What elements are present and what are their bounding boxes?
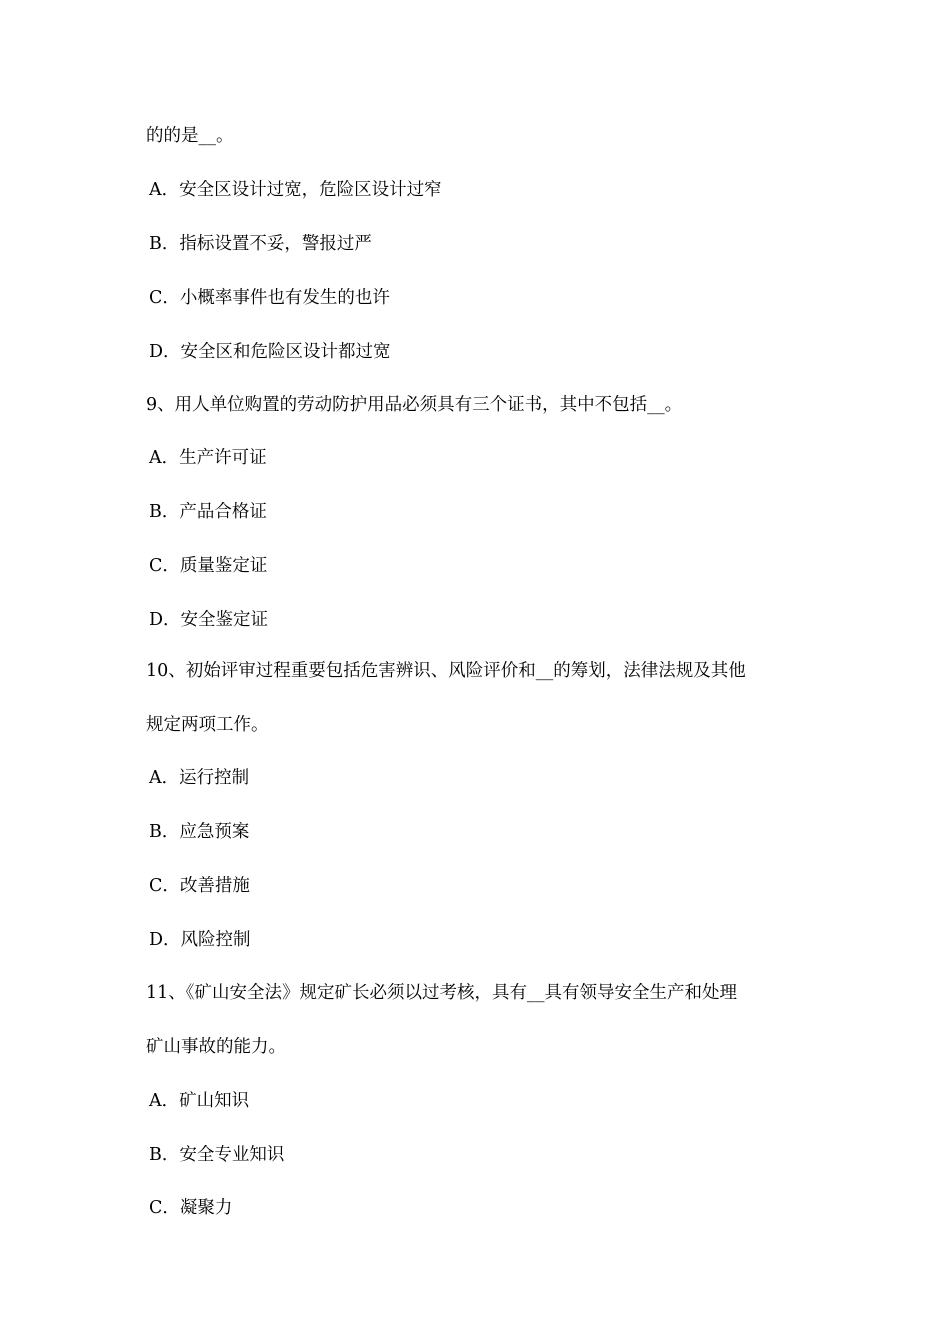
question-9-option-d: D．安全鉴定证	[149, 610, 269, 630]
question-10-option-c: C．改善措施	[149, 876, 250, 896]
question-9-stem: 9、用人单位购置的劳动防护用品必须具有三个证书，其中不包括__。	[146, 395, 683, 415]
question-10-stem: 10、初始评审过程重要包括危害辨识、风险评价和__的筹划，法律法规及其他	[146, 661, 746, 681]
question-10-stem-continued: 规定两项工作。	[146, 715, 269, 735]
question-8-option-d: D．安全区和危险区设计都过宽	[149, 342, 391, 362]
question-8-option-a: A．安全区设计过宽，危险区设计过窄	[149, 180, 442, 200]
question-8-option-b: B．指标设置不妥，警报过严	[149, 234, 372, 254]
question-9-option-b: B．产品合格证	[149, 502, 267, 522]
question-10-option-a: A．运行控制	[149, 768, 250, 788]
question-10-option-b: B．应急预案	[149, 822, 250, 842]
question-8-stem-end: 的的是__。	[146, 126, 234, 146]
question-11-option-b: B．安全专业知识	[149, 1145, 285, 1165]
question-11-stem-continued: 矿山事故的能力。	[146, 1037, 286, 1057]
question-11-option-c: C．凝聚力	[149, 1198, 233, 1218]
question-11-stem: 11、《矿山安全法》规定矿长必须以过考核，具有__具有领导安全生产和处理	[146, 983, 738, 1003]
question-9-option-c: C．质量鉴定证	[149, 556, 268, 576]
question-9-option-a: A．生产许可证	[149, 448, 267, 468]
question-10-option-d: D．风险控制	[149, 930, 251, 950]
question-8-option-c: C．小概率事件也有发生的也许	[149, 288, 390, 308]
question-11-option-a: A．矿山知识	[149, 1091, 250, 1111]
